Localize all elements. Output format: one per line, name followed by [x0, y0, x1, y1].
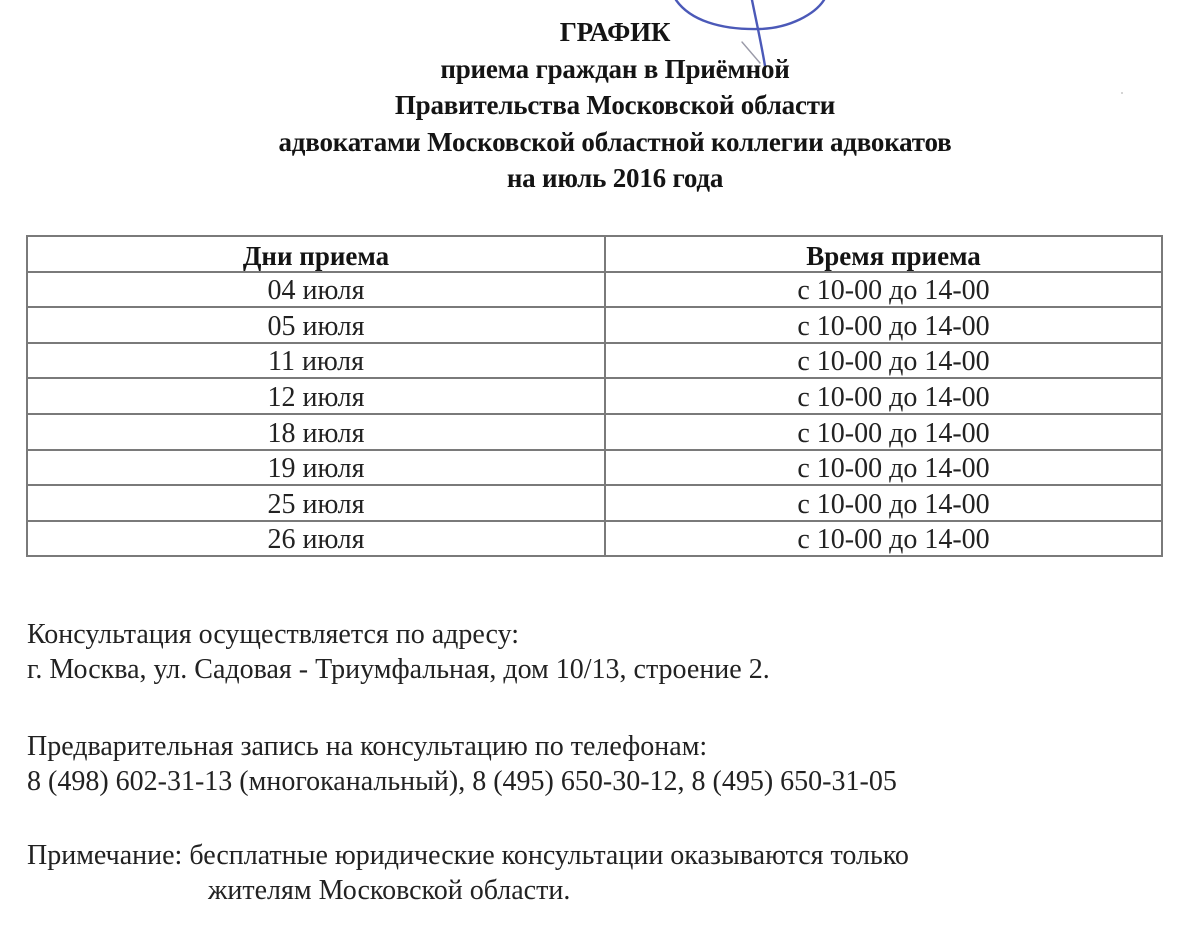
day-cell: 26 июля [27, 521, 605, 557]
note-section [27, 838, 909, 908]
day-cell: 05 июля [27, 307, 605, 343]
note-line-1: Примечание: бесплатные юридические консультации оказываются только [27, 840, 909, 871]
day-cell: 12 июля [27, 378, 605, 414]
address-value: г. Москва, ул. Садовая - Триумфальная, дом 10/13, строение 2. [27, 654, 770, 685]
table-row [27, 450, 1162, 486]
time-cell: с 10-00 до 14-00 [605, 378, 1162, 414]
table-row [27, 414, 1162, 450]
title-line-lawyers: адвокатами Московской областной коллегии адвокатов [278, 126, 952, 157]
day-cell: 18 июля [27, 414, 605, 450]
phone-intro: Предварительная запись на консультацию по телефонам: [27, 731, 708, 762]
table-header-row [27, 236, 1162, 272]
table-row [27, 307, 1162, 343]
title-line-government: Правительства Московской области [394, 90, 836, 120]
day-cell: 04 июля [27, 272, 605, 308]
day-cell: 25 июля [27, 485, 605, 521]
time-cell: с 10-00 до 14-00 [605, 485, 1162, 521]
day-cell: 19 июля [27, 450, 605, 486]
time-cell: с 10-00 до 14-00 [605, 450, 1162, 486]
time-cell: с 10-00 до 14-00 [605, 414, 1162, 450]
time-cell: с 10-00 до 14-00 [605, 343, 1162, 379]
table-row [27, 343, 1162, 379]
column-header-time: Время приема [605, 236, 1162, 272]
address-intro: Консультация осуществляется по адресу: [27, 619, 519, 650]
table-row [27, 378, 1162, 414]
schedule-table [26, 235, 1163, 557]
phone-numbers: 8 (498) 602-31-13 (многоканальный), 8 (495) 650-30-12, 8 (495) 650-31-05 [27, 766, 897, 797]
title-line-heading: ГРАФИК [559, 17, 671, 47]
time-cell: с 10-00 до 14-00 [605, 272, 1162, 308]
title-line-subject: приема граждан в Приёмной [440, 53, 790, 84]
day-cell: 11 июля [27, 343, 605, 379]
phone-section [27, 729, 897, 799]
table-row [27, 521, 1162, 557]
document-title [0, 14, 1200, 197]
table-row [27, 485, 1162, 521]
table-row [27, 272, 1162, 308]
address-section [27, 617, 770, 687]
note-line-2: жителям Московской области. [208, 875, 571, 906]
time-cell: с 10-00 до 14-00 [605, 307, 1162, 343]
title-line-period: на июль 2016 года [506, 163, 724, 193]
column-header-days: Дни приема [27, 236, 605, 272]
time-cell: с 10-00 до 14-00 [605, 521, 1162, 557]
